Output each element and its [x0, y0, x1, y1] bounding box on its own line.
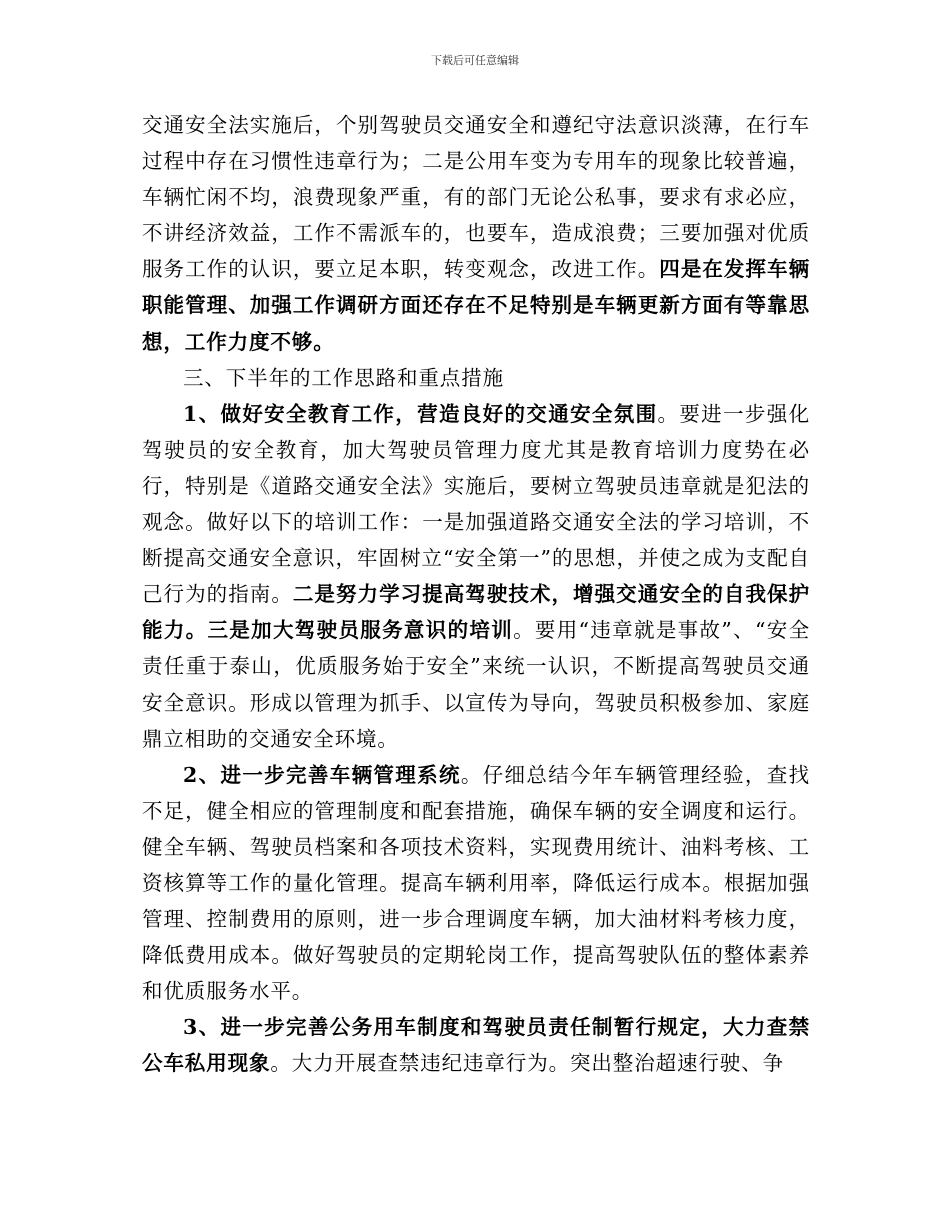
text-segment-bold: 1、做好安全教育工作，营造良好的交通安全氛围 [183, 401, 658, 426]
text-segment: 。仔细总结今年车辆管理经验，查找不足，健全相应的管理制度和配套措施，确保车辆的安全调度和运行。健全车辆、驾驶员档案和各项技术资料，实现费用统计、油料考核、工资核算等工作的量化管理。提高车辆利用率，降低运行成本。根据加强管理、控制费用的原则，进一步合理调度车辆，加大油材料考核力度，降低费用成本。做好驾驶员的定期轮岗工作，提高驾驶队伍的整体素养和优质服务水平。 [142, 762, 810, 1004]
page-header: 下载后可任意编辑 [431, 54, 519, 67]
text-segment-bold: 二是努力学习提高驾驶技术，增强交通安全的自我保护能力。三是加大驾驶员服务意识的培训 [142, 582, 810, 643]
text-segment: 。要进一步强化驾驶员的安全教育，加大驾驶员管理力度尤其是教育培训力度势在必行，特别是《道路交通安全法》实施后，要树立驾驶员违章就是犯法的观念。做好以下的培训工作：一是加强道路交通安全法的学习培训，不断提高交通安全意识，牢固树立“安全第一”的思想，并使之成为支配自己行为的指南。 [142, 401, 810, 607]
paragraph-2 [142, 396, 810, 757]
section-heading [142, 360, 810, 396]
text-segment: 三、下半年的工作思路和重点措施 [183, 365, 504, 390]
text-segment-bold: 2、进一步完善车辆管理系统 [183, 762, 461, 787]
text-segment: 。大力开展查禁违纪违章行为。突出整治超速行驶、争 [270, 1051, 785, 1076]
text-segment: 交通安全法实施后，个别驾驶员交通安全和遵纪守法意识淡薄，在行车过程中存在习惯性违章行为；二是公用车变为专用车的现象比较普遍，车辆忙闲不均，浪费现象严重，有的部门无论公私事，要求有求必应，不讲经济效益，工作不需派车的，也要车，造成浪费；三要加强对优质服务工作的认识，要立足本职，转变观念，改进工作。 [142, 113, 810, 282]
document-body [142, 107, 810, 1082]
text-segment: 。要用“违章就是事故”、“安全责任重于泰山，优质服务始于安全”来统一认识，不断提高驾驶员交通安全意识。形成以管理为抓手、以宣传为导向，驾驶员积极参加、家庭鼎立相助的交通安全环境。 [142, 618, 810, 751]
paragraph-1 [142, 107, 810, 360]
paragraph-4 [142, 1009, 810, 1081]
text-segment-bold: 3、进一步完善公务用车制度和驾驶员责任制暂行规定，大力查禁公车私用现象 [142, 1015, 810, 1076]
text-segment-bold: 四是在发挥车辆职能管理、加强工作调研方面还存在不足特别是车辆更新方面有等靠思想，工作力度不够。 [142, 257, 810, 354]
paragraph-3 [142, 757, 810, 1010]
